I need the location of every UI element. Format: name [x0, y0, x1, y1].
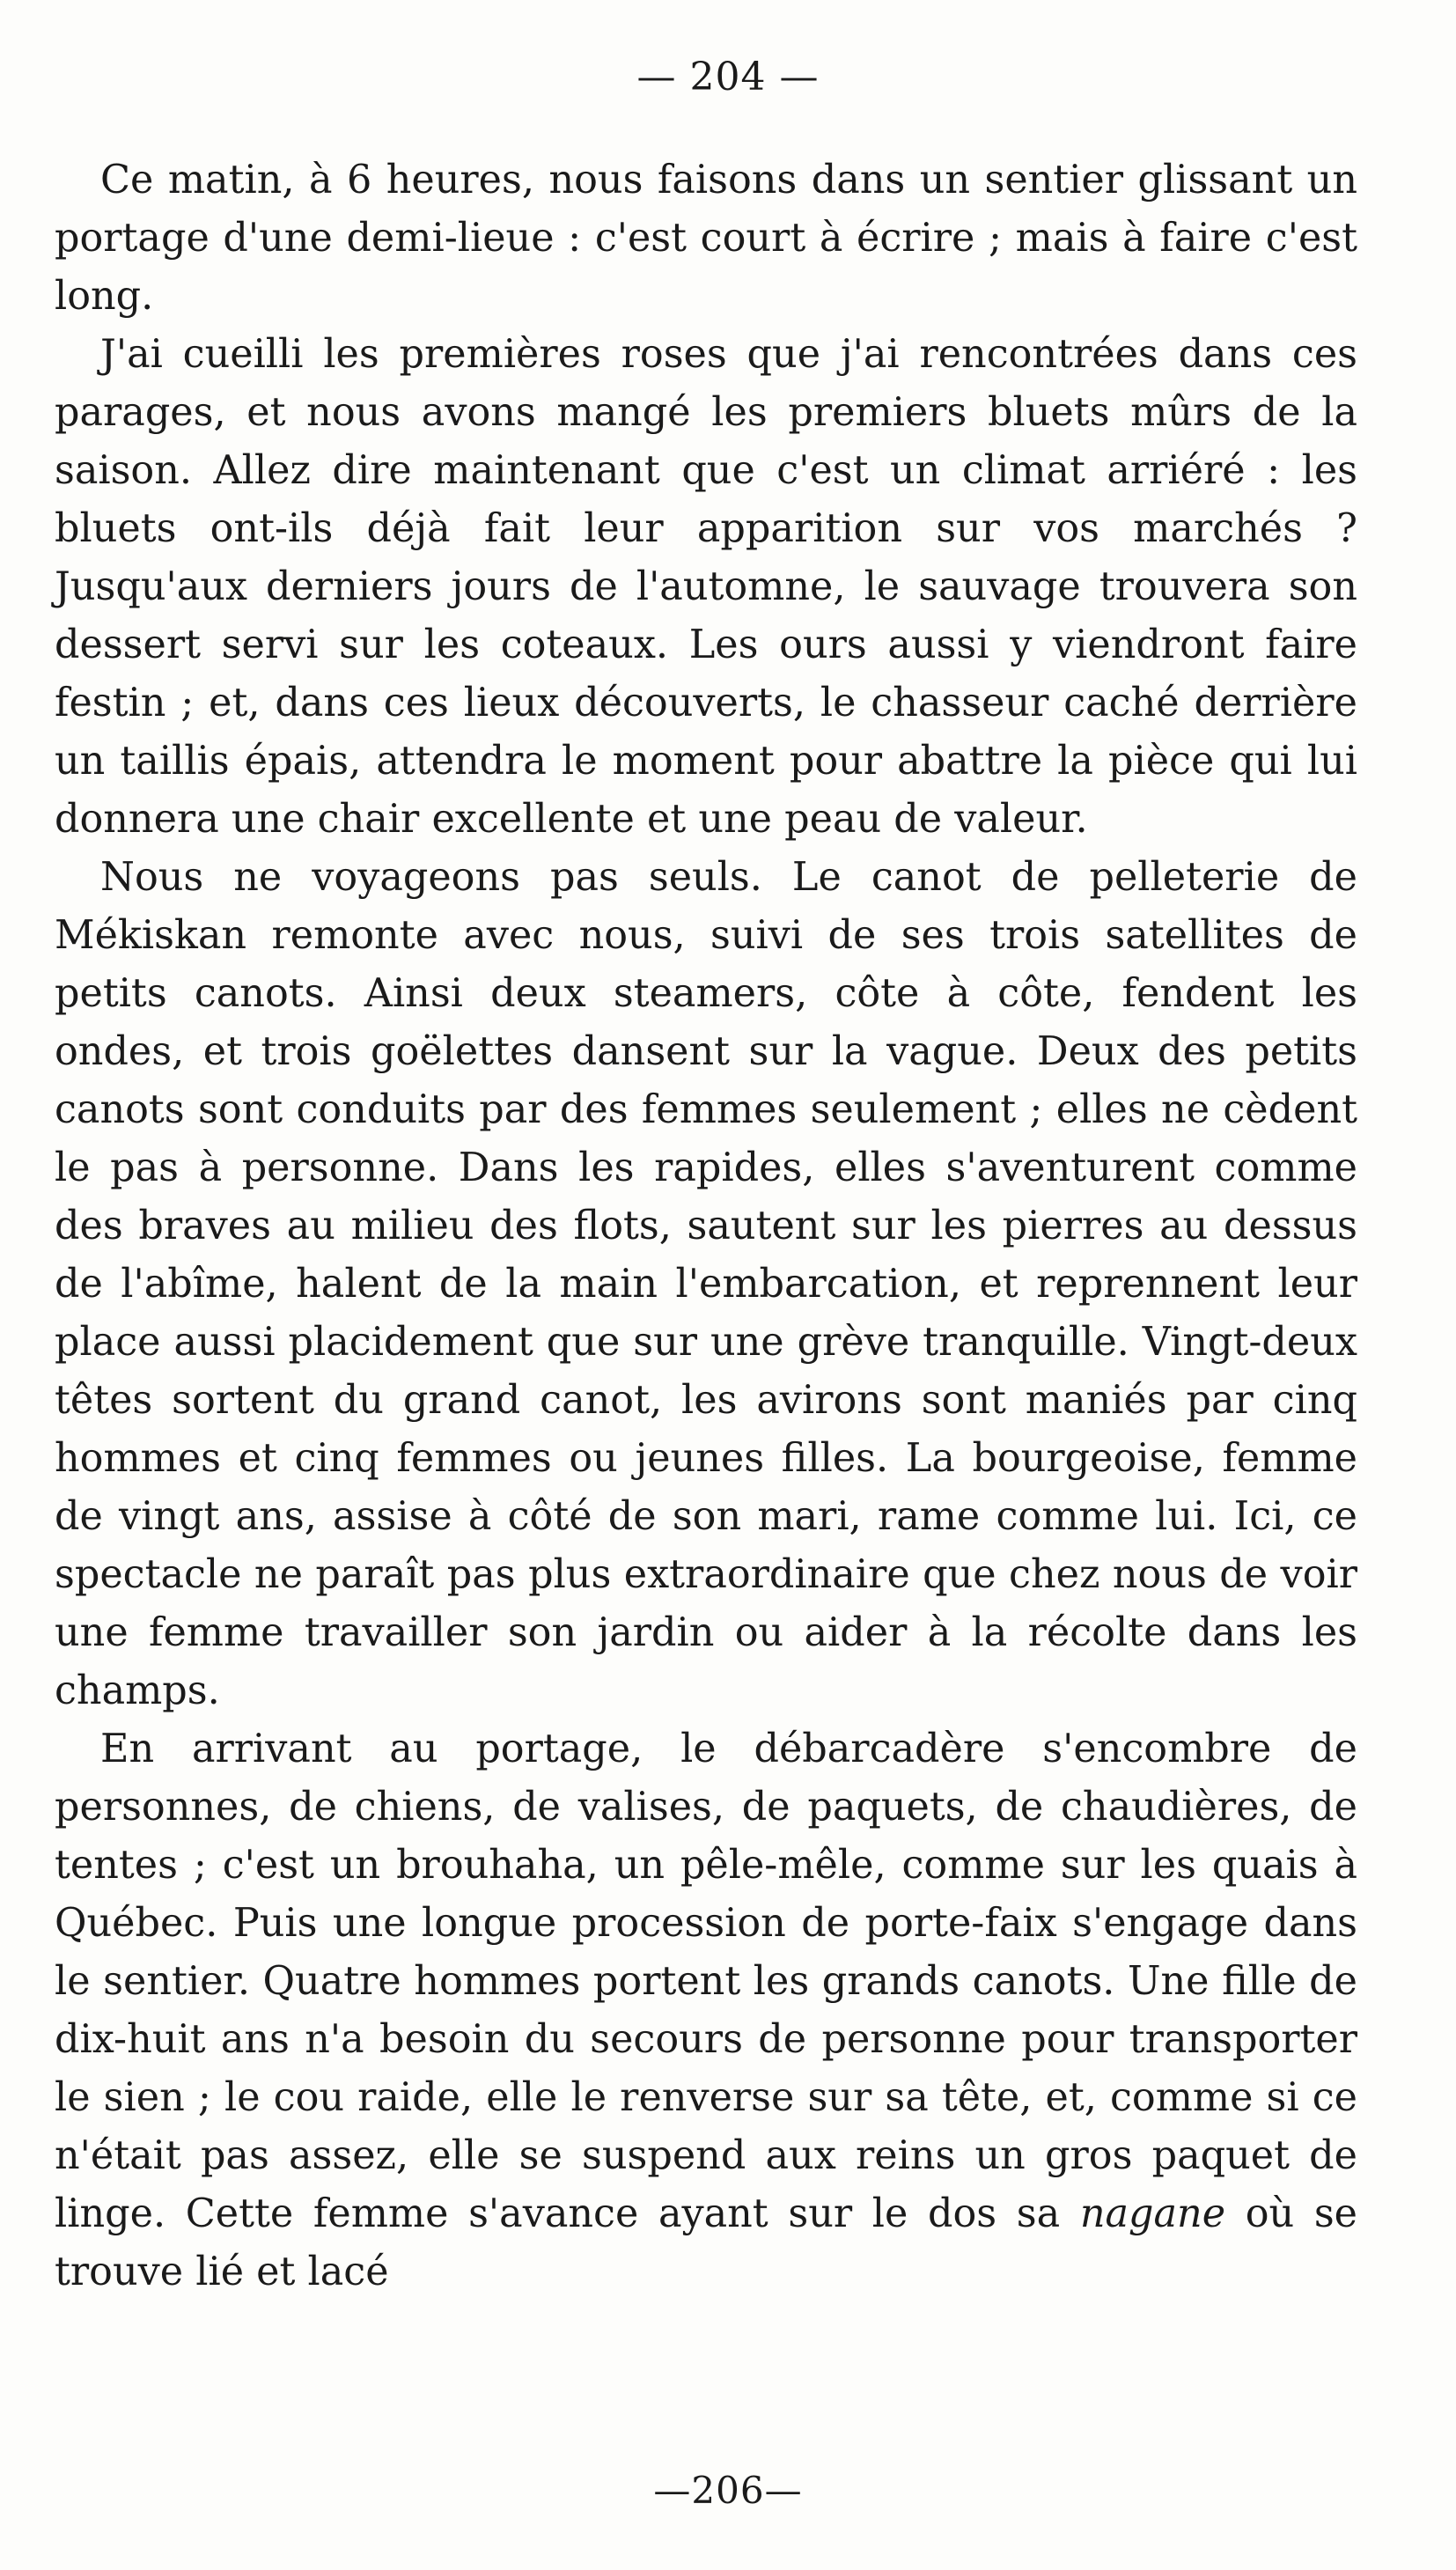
paragraph-2: J'ai cueilli les premières roses que j'ai rencontrées dans ces parages, et nous avons mangé les premiers bluets mûrs de la saison. Allez dire maintenant que c'est un climat arriéré : les bluets ont-ils déjà fait leur apparition sur vos marchés ? Jusqu'aux derniers jours de l'automne, le sauvage trouvera son dessert servi sur les coteaux. Les ours aussi y viendront faire festin ; et, dans ces lieux découverts, le chasseur caché derrière un taillis épais, attendra le moment pour abattre la pièce qui lui donnera une chair excellente et une peau de valeur. — [55, 332, 1357, 842]
paragraph-4-text-before: En arrivant au portage, le débarcadère s'encombre de personnes, de chiens, de valises, de paquets, de chaudières, de tentes ; c'est un brouhaha, un pêle-mêle, comme sur les quais à Québec. Puis une longue procession de porte-faix s'engage dans le sentier. Quatre hommes portent les grands canots. Une fille de dix-huit ans n'a besoin du secours de personne pour transporter le sien ; le cou raide, elle le renverse sur sa tête, et, comme si ce n'était pas assez, elle se suspend aux reins un gros paquet de linge. Cette femme s'avance ayant sur le dos sa — [55, 1727, 1357, 2236]
paragraph-4-text-after: où se trouve lié et lacé — [55, 2191, 1357, 2294]
paragraph-4-italic-word: nagane — [1079, 2191, 1226, 2236]
paragraph-4 — [55, 1720, 1357, 2301]
page-number: — 204 — — [636, 55, 820, 99]
paragraph-1: Ce matin, à 6 heures, nous faisons dans un sentier glissant un portage d'une demi-lieue : c'est court à écrire ; mais à faire c'est long. — [55, 158, 1357, 319]
body-text — [55, 151, 1357, 2301]
signature-mark: —206— — [653, 2469, 803, 2512]
paragraph-3: Nous ne voyageons pas seuls. Le canot de pelleterie de Mékiskan remonte avec nous, suivi de ses trois satellites de petits canots. Ainsi deux steamers, côte à côte, fendent les ondes, et trois goëlettes dansent sur la vague. Deux des petits canots sont conduits par des femmes seulement ; elles ne cèdent le pas à personne. Dans les rapides, elles s'aventurent comme des braves au milieu des flots, sautent sur les pierres au dessus de l'abîme, halent de la main l'embarcation, et reprennent leur place aussi placidement que sur une grève tranquille. Vingt-deux têtes sortent du grand canot, les avirons sont maniés par cinq hommes et cinq femmes ou jeunes filles. La bourgeoise, femme de vingt ans, assise à côté de son mari, rame comme lui. Ici, ce spectacle ne paraît pas plus extraordinaire que chez nous de voir une femme travailler son jardin ou aider à la récolte dans les champs. — [55, 855, 1357, 1713]
